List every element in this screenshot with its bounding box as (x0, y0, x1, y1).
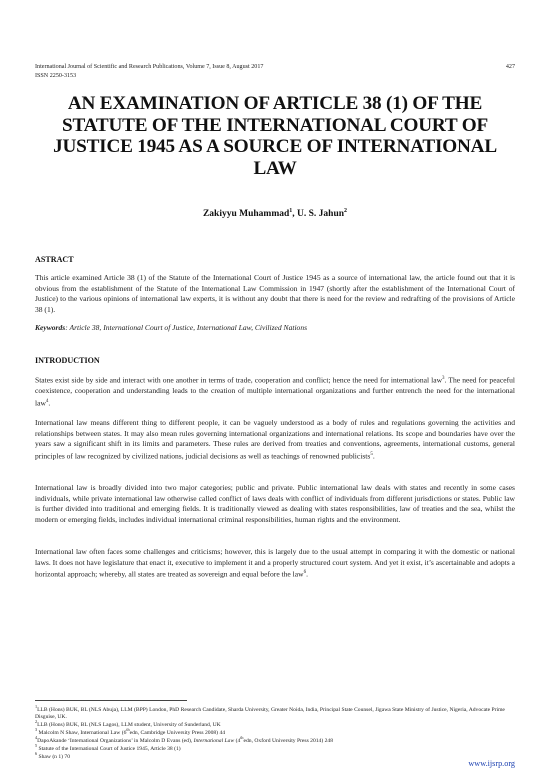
author-name: U. S. Jahun (297, 209, 345, 220)
footnote-text: Malcolm N Shaw, International Law (6 (37, 729, 127, 736)
paragraph-text: International law often faces some challenges and criticisms; however, this is largely due to the usual attempt in comparing it with the domestic or national laws. It does not have legislature that enact it, executive to implement it and a properly structured court system. And yet it exist, it’s ascertainable and adopts a horizontal approach; whereby, all states are treated as sovereign and equal before the law (35, 547, 515, 579)
journal-line: International Journal of Scientific and Research Publications, Volume 7, Issue 8, August 2017 (35, 64, 264, 70)
abstract-text: This article examined Article 38 (1) of the Statute of the International Court of Justice 1945 as a source of international law, the article found out that it is obvious from the establishment of the Statute of the International Law Commission in 1947 (shortly after the establishment of the International Court of Justice) to the various opinions of international law experts, it is without any doubt that there is need for the review and redrafting of the provisions of Article 38 (1). (35, 273, 515, 314)
footnote-mark: 6 (35, 751, 38, 756)
footnote-book-title: International Law (193, 737, 235, 744)
footnote-mark: 3 (35, 727, 38, 732)
author-line (0, 208, 550, 219)
footnote-ref[interactable]: 6 (303, 570, 307, 576)
abstract-heading: ASTRACT (35, 255, 74, 264)
keywords-text: : Article 38, International Court of Justice, International Law, Civilized Nations (65, 323, 308, 332)
keywords-line (35, 323, 515, 334)
paragraph-text: International law means different thing to different people, it can be vaguely understood as a body of rules and regulations governing the activities and relationships between states. It may also mean rules governing international organizations and international relations. Its scope and boundaries have over the years saw a significant shift in its limits and parameters. These rules are derived from treaties and conventions, agreements, international customs, general principles of law recognized by civilized nations, judicial decisions as well as teachings of renowned publicists (35, 418, 515, 461)
page-number: 427 (505, 64, 515, 70)
author-separator: , (292, 209, 298, 220)
journal-url-link[interactable]: www.ijsrp.org (468, 759, 515, 768)
footnote-mark: 5 (35, 743, 38, 748)
footnote-text: edn, Cambridge University Press 2008) 44 (129, 729, 226, 736)
paragraph-text: . (372, 451, 375, 461)
footnote-text: DapoAkande ‘International Organizations’ in Malcolm D Evans (ed), (37, 737, 194, 744)
footnote-mark: 4 (35, 735, 38, 740)
ordinal-suffix: th (126, 727, 130, 732)
footnote-divider (35, 700, 187, 701)
author-name: Zakiyyu Muhammad (202, 209, 290, 220)
footnote-ref[interactable]: 4 (45, 398, 49, 404)
paragraph-text: States exist side by side and interact with one another in terms of trade, cooperation and conflict; hence the need for international law (35, 375, 443, 385)
ordinal-suffix: th (240, 735, 244, 740)
intro-paragraph-1 (35, 374, 515, 409)
footnote-6 (35, 750, 515, 761)
paragraph-text: . (306, 569, 308, 579)
affiliation-mark: 1 (289, 208, 293, 214)
footnote-text: Shaw (n 1) 70 (37, 753, 71, 760)
intro-paragraph-2 (35, 418, 515, 462)
running-header (35, 63, 515, 80)
footnote-ref[interactable]: 3 (442, 376, 445, 381)
paragraph-text: . (48, 398, 51, 408)
paper-title: AN EXAMINATION OF ARTICLE 38 (1) OF THE STATUTE OF THE INTERNATIONAL COURT OF JUSTICE 1945 AS A SOURCE OF INTERNATIONAL LAW (53, 93, 497, 179)
footnote-mark: 1 (35, 704, 38, 709)
footnote-mark: 2 (35, 719, 38, 724)
footnote-text: LLB (Hons) BUK, BL (NLS Abuja), LLM (BPP) London, PhD Research Candidate, Sharda University, Greater Noida, India, Principal State Counsel, Jigawa State Ministry of Justice, Nigeria, Advocate Prime Disguise, UK. (35, 706, 505, 721)
footnote-text: (4 (234, 737, 241, 744)
intro-paragraph-3: International law is broadly divided into two major categories; public and private. Public international law deals with states and recently in some cases individuals, while private international law otherwise called conflict of laws deals with conflict of individuals from different jurisdictions or states. Public law is further divided into traditional and emerging fields. It is traditionally viewed as dealing with states responsibilities, law of treaties and the sea, whilst the modern or emerging fields, includes individual international criminal responsibilities, human rights and the environment. (35, 483, 515, 524)
introduction-heading: INTRODUCTION (35, 356, 100, 365)
footnote-text: edn, Oxford University Press 2014) 248 (243, 737, 334, 744)
footnote-text: Statute of the International Court of Justice 1945, Article 38 (1) (37, 745, 181, 752)
intro-paragraph-4 (35, 547, 515, 580)
footnote-text: LLB (Hons) BUK, BL (NLS Lagos), LLM student, University of Sunderland, UK (37, 721, 221, 728)
footnote-ref[interactable]: 5 (370, 451, 373, 457)
keywords-label: Keywords (35, 323, 66, 332)
issn-line: ISSN 2250-3153 (35, 72, 77, 79)
paragraph-text: . The need for peaceful coexistence, cooperation and understanding leads to the creation of multiple international organizations and further entrench the need for the international law (35, 375, 515, 408)
affiliation-mark: 2 (344, 208, 348, 214)
